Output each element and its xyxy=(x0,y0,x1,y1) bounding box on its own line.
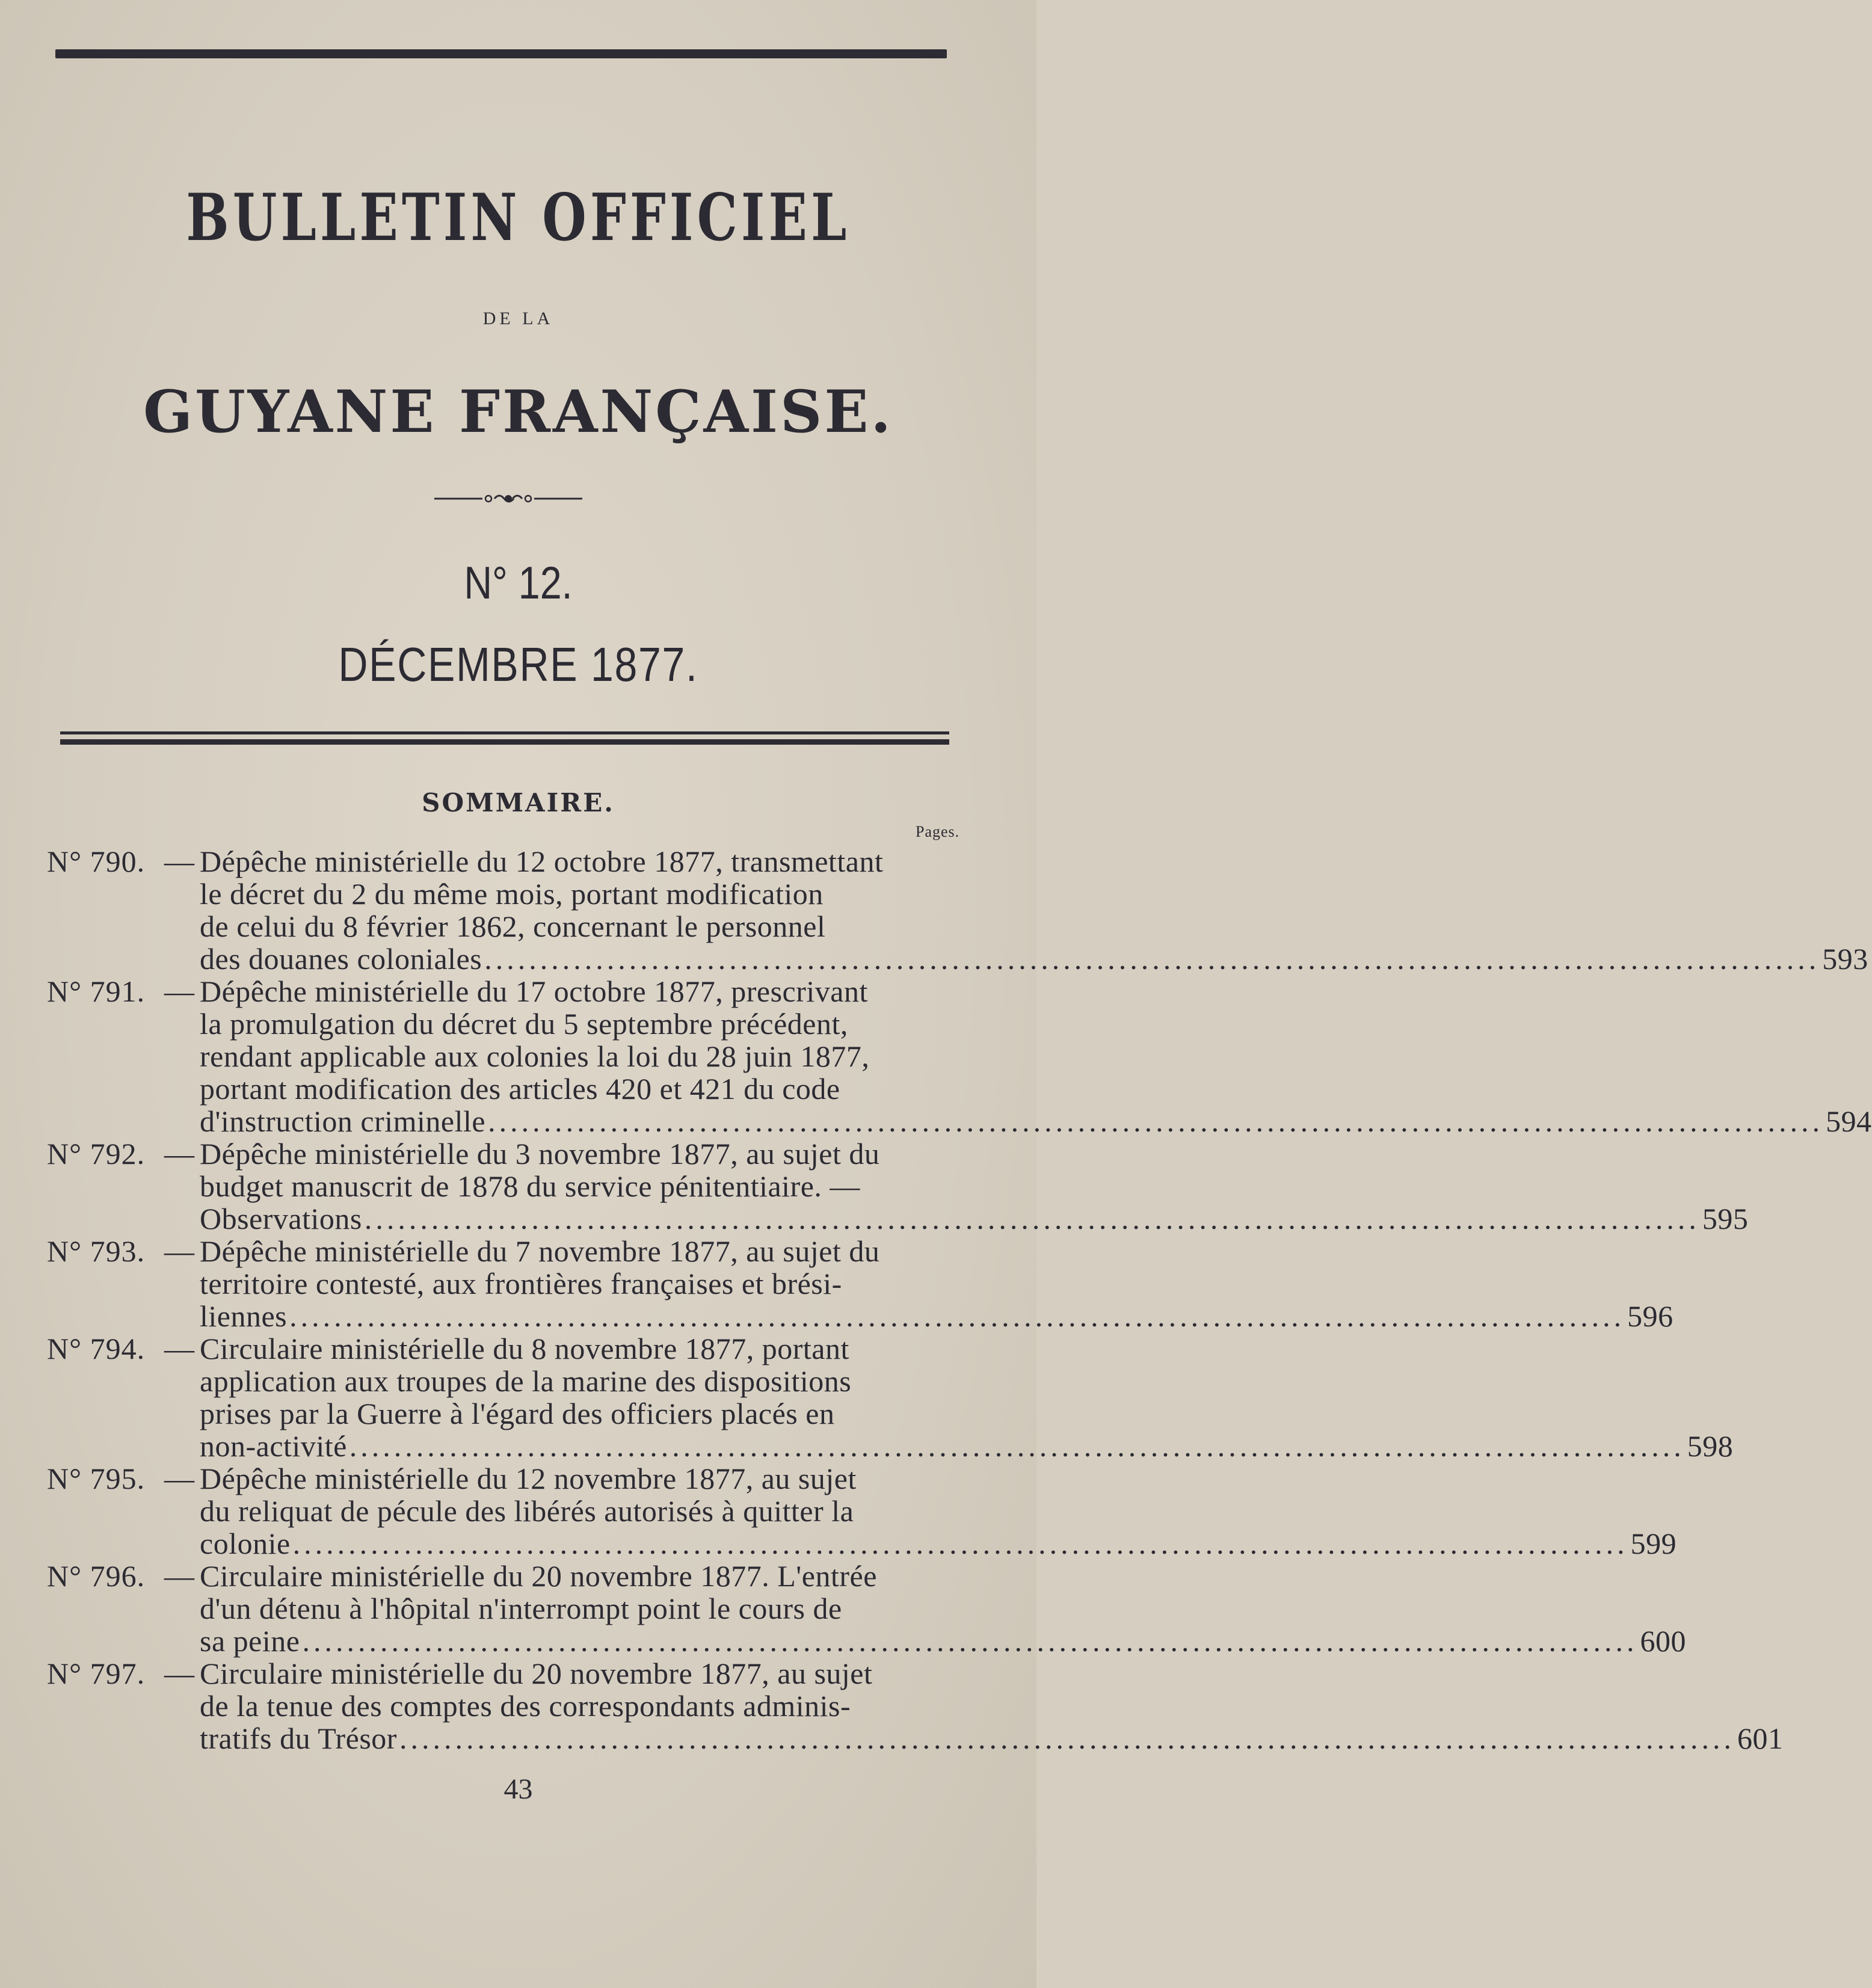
dot-leader: ........................................................................................................................ xyxy=(399,1722,1735,1755)
entry-line: territoire contesté, aux frontières françaises et brési- xyxy=(200,1267,842,1300)
toc-entry xyxy=(47,1462,1677,1560)
entry-number: N° 793. xyxy=(47,1234,146,1268)
entry-page-number: 596 xyxy=(1627,1299,1673,1333)
entry-dash: — xyxy=(164,1137,194,1171)
ornament-divider xyxy=(434,490,582,508)
entry-page-number: 599 xyxy=(1630,1527,1677,1560)
entry-page-number: 595 xyxy=(1702,1202,1749,1236)
top-rule xyxy=(55,49,947,58)
entry-line: d'un détenu à l'hôpital n'interrompt point le cours de xyxy=(200,1592,842,1625)
bulletin-title: BULLETIN OFFICIEL xyxy=(186,180,851,256)
entry-number: N° 797. xyxy=(47,1657,146,1690)
table-of-contents xyxy=(0,845,1872,1755)
dot-leader: ........................................................................................................................ xyxy=(292,1527,1628,1560)
sommaire-heading: SOMMAIRE. xyxy=(422,788,615,817)
toc-entry xyxy=(47,1657,1784,1755)
entry-line: application aux troupes de la marine des dispositions xyxy=(200,1364,852,1398)
entry-number: N° 791. xyxy=(47,974,146,1008)
entry-description xyxy=(200,974,1872,1138)
entry-dash: — xyxy=(164,974,194,1008)
entry-dash: — xyxy=(164,1462,194,1495)
entry-description xyxy=(200,845,1868,976)
entry-number: N° 790. xyxy=(47,845,146,878)
entry-last-line xyxy=(200,1527,1677,1560)
dot-leader: ........................................................................................................................ xyxy=(289,1299,1625,1333)
entry-page-number: 594 xyxy=(1826,1104,1872,1138)
entry-last-line xyxy=(200,1104,1872,1138)
entry-line: liennes xyxy=(200,1299,288,1333)
entry-line: Circulaire ministérielle du 20 novembre 1877, au sujet xyxy=(200,1657,873,1690)
double-rule-divider xyxy=(60,731,949,746)
entry-line: de la tenue des comptes des correspondants adminis- xyxy=(200,1689,851,1723)
entry-dash: — xyxy=(164,1559,194,1593)
entry-line: le décret du 2 du même mois, portant modification xyxy=(200,877,824,911)
toc-entry xyxy=(47,974,1872,1138)
entry-page-number: 598 xyxy=(1687,1429,1734,1463)
entry-dash: — xyxy=(164,1332,194,1365)
entry-page-number: 600 xyxy=(1640,1624,1686,1658)
page-folio: 43 xyxy=(503,1773,533,1805)
entry-line: Dépêche ministérielle du 3 novembre 1877, au sujet du xyxy=(200,1137,880,1171)
entry-line: portant modification des articles 420 et 421 du code xyxy=(200,1072,840,1106)
entry-line: budget manuscrit de 1878 du service pénitentiaire. — xyxy=(200,1169,860,1203)
entry-last-line xyxy=(200,1429,1734,1463)
dot-leader: ........................................................................................................................ xyxy=(364,1202,1700,1236)
entry-description xyxy=(200,1559,1686,1658)
entry-line: Dépêche ministérielle du 12 octobre 1877, transmettant xyxy=(200,845,884,878)
entry-line: tratifs du Trésor xyxy=(200,1722,397,1755)
entry-line: de celui du 8 février 1862, concernant le personnel xyxy=(200,909,826,943)
territory-title: GUYANE FRANÇAISE. xyxy=(143,378,893,446)
entry-last-line xyxy=(200,1299,1673,1333)
entry-description xyxy=(200,1657,1784,1755)
entry-line: du reliquat de pécule des libérés autorisés à quitter la xyxy=(200,1494,854,1528)
entry-description xyxy=(200,1332,1734,1463)
entry-line: colonie xyxy=(200,1527,291,1560)
entry-number: N° 792. xyxy=(47,1137,146,1171)
entry-line: Observations xyxy=(200,1202,362,1236)
entry-number: N° 796. xyxy=(47,1559,146,1593)
toc-entry xyxy=(47,1332,1734,1463)
title-connector: DE LA xyxy=(482,309,554,328)
dot-leader: ........................................................................................................................ xyxy=(488,1104,1824,1138)
entry-last-line xyxy=(200,1202,1749,1236)
entry-dash: — xyxy=(164,845,194,878)
entry-dash: — xyxy=(164,1657,194,1690)
entry-page-number: 601 xyxy=(1737,1722,1784,1755)
dot-leader: ........................................................................................................................ xyxy=(484,942,1820,976)
entry-description xyxy=(200,1137,1749,1236)
entry-last-line xyxy=(200,1722,1784,1755)
toc-entry xyxy=(47,1234,1673,1333)
entry-line: sa peine xyxy=(200,1624,300,1658)
toc-entry xyxy=(47,1137,1749,1236)
toc-entry xyxy=(47,845,1868,976)
dot-leader: ........................................................................................................................ xyxy=(302,1624,1638,1658)
entry-description xyxy=(200,1462,1677,1560)
entry-line: d'instruction criminelle xyxy=(200,1104,486,1138)
entry-dash: — xyxy=(164,1234,194,1268)
entry-line: Dépêche ministérielle du 7 novembre 1877, au sujet du xyxy=(200,1234,880,1268)
dot-leader: ........................................................................................................................ xyxy=(349,1429,1685,1463)
entry-line: Circulaire ministérielle du 8 novembre 1877, portant xyxy=(200,1332,849,1365)
entry-line: non-activité xyxy=(200,1429,347,1463)
entry-last-line xyxy=(200,1624,1686,1658)
entry-last-line xyxy=(200,942,1868,976)
toc-entry xyxy=(47,1559,1686,1658)
entry-number: N° 794. xyxy=(47,1332,146,1365)
issue-date: DÉCEMBRE 1877. xyxy=(338,638,698,691)
entry-line: Dépêche ministérielle du 17 octobre 1877, prescrivant xyxy=(200,974,868,1008)
entry-line: des douanes coloniales xyxy=(200,942,482,976)
entry-description xyxy=(200,1234,1673,1333)
issue-number: N° 12. xyxy=(464,558,573,609)
entry-line: Dépêche ministérielle du 12 novembre 1877, au sujet xyxy=(200,1462,857,1495)
entry-page-number: 593 xyxy=(1822,942,1868,976)
entry-line: prises par la Guerre à l'égard des officiers placés en xyxy=(200,1397,835,1430)
entry-line: Circulaire ministérielle du 20 novembre 1877. L'entrée xyxy=(200,1559,877,1593)
entry-number: N° 795. xyxy=(47,1462,146,1495)
entry-line: la promulgation du décret du 5 septembre précédent, xyxy=(200,1007,848,1041)
pages-column-label: Pages. xyxy=(916,823,960,840)
entry-line: rendant applicable aux colonies la loi du 28 juin 1877, xyxy=(200,1039,870,1073)
